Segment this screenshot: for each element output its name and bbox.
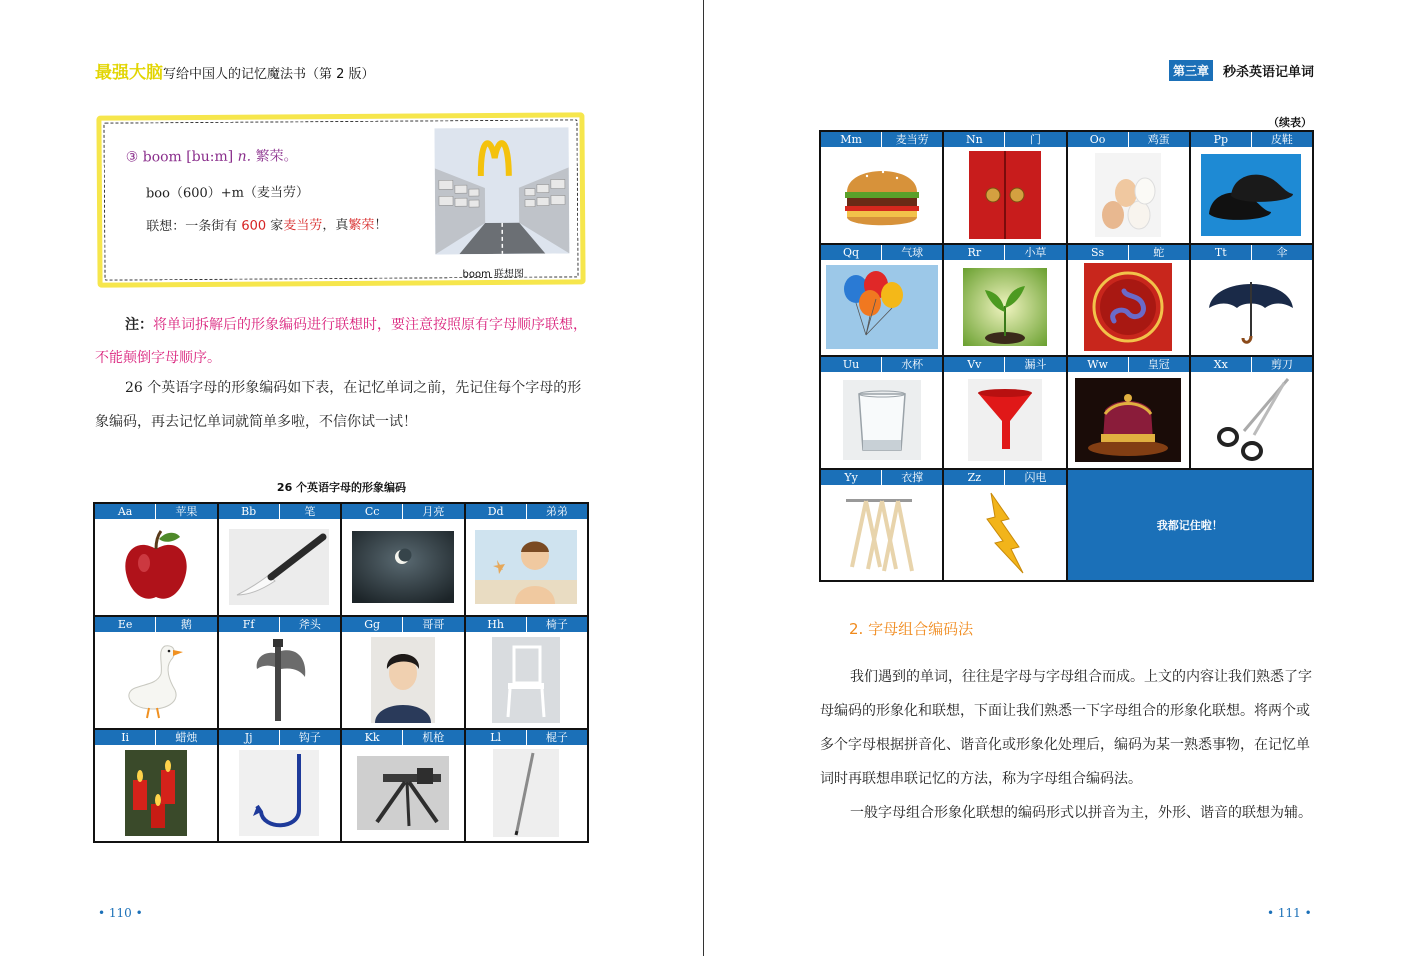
letter-label: Zz bbox=[967, 470, 982, 484]
letter-cell bbox=[342, 730, 464, 841]
letter-label: Uu bbox=[842, 358, 860, 371]
machine-gun-icon bbox=[342, 745, 464, 841]
letter-cell bbox=[95, 617, 217, 728]
letter-word: 斧头 bbox=[279, 617, 340, 632]
letter-cell bbox=[1191, 132, 1312, 243]
letter-label: Rr bbox=[967, 245, 982, 259]
axe-icon bbox=[219, 632, 341, 728]
brand-title: 最强大脑 bbox=[95, 63, 163, 83]
umbrella-icon bbox=[1191, 260, 1312, 356]
letter-cell bbox=[1191, 245, 1312, 356]
letter-label: Ww bbox=[1087, 358, 1108, 371]
letter-word: 小草 bbox=[1004, 245, 1065, 260]
assoc-prefix: 联想：一条街有 bbox=[146, 218, 242, 235]
letter-cell bbox=[1191, 357, 1312, 468]
letter-cell bbox=[1068, 357, 1189, 468]
sprout-icon bbox=[944, 260, 1065, 356]
letter-cell bbox=[342, 617, 464, 728]
letter-label: Aa bbox=[117, 505, 133, 518]
letter-label: Ii bbox=[121, 731, 130, 744]
cell-header bbox=[1068, 245, 1189, 260]
goose-icon bbox=[95, 632, 217, 728]
letter-cell bbox=[1068, 132, 1189, 243]
letter-label: Tt bbox=[1214, 245, 1227, 259]
boy-icon bbox=[466, 519, 588, 615]
letter-word: 笔 bbox=[279, 504, 340, 519]
letter-word: 弟弟 bbox=[526, 504, 587, 519]
letter-label: Pp bbox=[1213, 133, 1229, 146]
letter-cell bbox=[821, 357, 942, 468]
example-phonetic: [bu:m] bbox=[186, 148, 234, 166]
shoes-icon bbox=[1191, 147, 1312, 243]
page-number-value: 110 bbox=[108, 906, 132, 920]
burger-icon bbox=[821, 147, 942, 243]
cell-header bbox=[1191, 245, 1312, 260]
letter-cell bbox=[219, 730, 341, 841]
example-marker: ③ bbox=[125, 149, 139, 166]
letter-cell bbox=[821, 132, 942, 243]
letter-word: 闪电 bbox=[1004, 470, 1065, 485]
letter-label: Oo bbox=[1089, 133, 1106, 146]
cell-header bbox=[466, 730, 588, 745]
body-paragraph-2: 一般字母组合形象化联想的编码形式以拼音为主，外形、谐音的联想为辅。 bbox=[850, 805, 1312, 821]
letter-cell bbox=[821, 245, 942, 356]
letter-cell bbox=[219, 617, 341, 728]
young-man-icon bbox=[342, 632, 464, 728]
letter-word: 麦当劳 bbox=[881, 132, 942, 147]
cell-header bbox=[944, 132, 1065, 147]
intro-paragraph: 26 个英语字母的形象编码如下表，在记忆单词之前，先记住每个字母的形象编码，再去记忆单词就简单多啦，不信你试一试！ bbox=[95, 380, 582, 430]
cell-header bbox=[95, 504, 217, 519]
letter-word: 苹果 bbox=[155, 504, 216, 519]
chair-icon bbox=[466, 632, 588, 728]
chapter-title: 秒杀英语记单词 bbox=[1222, 65, 1314, 80]
moon-icon bbox=[342, 519, 464, 615]
note-text: 将单词拆解后的形象编码进行联想时，要注意按照原有字母顺序联想，不能颠倒字母顺序。 bbox=[95, 317, 587, 366]
letter-label: Qq bbox=[843, 245, 860, 259]
letter-label: Nn bbox=[965, 133, 983, 146]
letter-label: Ee bbox=[117, 618, 133, 631]
door-icon bbox=[944, 147, 1065, 243]
cell-header bbox=[821, 357, 942, 372]
letter-cell bbox=[1068, 245, 1189, 356]
letter-word: 蜡烛 bbox=[155, 730, 216, 745]
cell-header bbox=[821, 470, 942, 485]
lightning-icon bbox=[944, 485, 1065, 581]
letter-cell bbox=[944, 357, 1065, 468]
left-page bbox=[0, 0, 703, 956]
letter-word: 机枪 bbox=[402, 730, 463, 745]
running-header-right bbox=[1169, 60, 1314, 81]
letter-word: 剪刀 bbox=[1251, 357, 1312, 372]
example-box bbox=[96, 112, 585, 287]
example-association bbox=[146, 214, 387, 235]
cell-header bbox=[1191, 357, 1312, 372]
cell-header bbox=[95, 730, 217, 745]
letter-cell bbox=[342, 504, 464, 615]
assoc-end: ！ bbox=[374, 217, 388, 233]
letter-label: Mm bbox=[840, 133, 862, 146]
letter-label: Vv bbox=[967, 358, 982, 371]
letter-word: 皮鞋 bbox=[1251, 132, 1312, 147]
letter-label: Dd bbox=[487, 505, 504, 518]
letter-word: 椅子 bbox=[526, 617, 587, 632]
example-meaning: 繁荣。 bbox=[255, 148, 298, 165]
cell-header bbox=[944, 245, 1065, 260]
letter-label: Hh bbox=[487, 618, 504, 631]
stick-icon bbox=[466, 745, 588, 841]
letter-label: Cc bbox=[364, 505, 380, 518]
done-message: 我都记住啦！ bbox=[1068, 470, 1313, 581]
cell-header bbox=[219, 730, 341, 745]
letter-word: 漏斗 bbox=[1004, 357, 1065, 372]
letter-table-right bbox=[819, 130, 1314, 582]
letter-label: Gg bbox=[364, 618, 381, 631]
page-number-value: 111 bbox=[1277, 906, 1301, 920]
example-word-line bbox=[126, 145, 298, 166]
cell-header bbox=[821, 132, 942, 147]
letter-cell bbox=[944, 132, 1065, 243]
candle-icon bbox=[95, 745, 217, 841]
letter-word: 月亮 bbox=[402, 504, 463, 519]
cell-header bbox=[219, 617, 341, 632]
note-label: 注： bbox=[125, 317, 153, 333]
letter-table-left bbox=[93, 502, 589, 843]
letter-word: 鹅 bbox=[155, 617, 216, 632]
cell-header bbox=[1068, 132, 1189, 147]
letter-word: 气球 bbox=[881, 245, 942, 260]
running-header-left bbox=[95, 58, 375, 83]
right-page bbox=[704, 0, 1408, 956]
cell-header bbox=[466, 617, 588, 632]
page-number-right: • 111 • bbox=[1267, 906, 1312, 920]
body-paragraph-1: 我们遇到的单词，往往是字母与字母组合而成。上文的内容让我们熟悉了字母编码的形象化和联想，下面让我们熟悉一下字母组合的形象化联想。将两个或多个字母根据拼音化、谐音化或形象化处理后，编码为某一熟悉事物，在记忆单词时再联想串联记忆的方法，称为字母组合编码法。 bbox=[820, 669, 1312, 787]
crown-icon bbox=[1068, 372, 1189, 468]
section-title: 2. 字母组合编码法 bbox=[849, 620, 974, 638]
letter-label: Ss bbox=[1090, 245, 1105, 259]
example-word: boom bbox=[142, 149, 182, 166]
letter-label: Yy bbox=[844, 470, 858, 484]
letter-label: Kk bbox=[364, 731, 380, 744]
assoc-number: 600 bbox=[241, 218, 267, 234]
cell-header bbox=[342, 730, 464, 745]
table-caption: 26 个英语字母的形象编码 bbox=[276, 481, 407, 494]
cell-header bbox=[944, 357, 1065, 372]
letter-cell bbox=[466, 617, 588, 728]
letter-cell bbox=[821, 470, 942, 581]
brush-pen-icon bbox=[219, 519, 341, 615]
hanger-icon bbox=[821, 485, 942, 581]
page-number-left: • 110 • bbox=[98, 906, 143, 920]
assoc-keyword-2: 繁荣 bbox=[348, 217, 375, 233]
letter-word: 鸡蛋 bbox=[1128, 132, 1189, 147]
balloons-icon bbox=[821, 260, 942, 356]
cell-header bbox=[821, 245, 942, 260]
letter-word: 衣撑 bbox=[881, 470, 942, 485]
letter-label: Jj bbox=[244, 731, 253, 744]
letter-word: 水杯 bbox=[881, 357, 942, 372]
example-pos: n. bbox=[237, 148, 252, 165]
note-paragraph bbox=[95, 309, 590, 375]
assoc-mid-2: ，真 bbox=[322, 217, 349, 234]
letter-word: 皇冠 bbox=[1128, 357, 1189, 372]
hook-icon bbox=[219, 745, 341, 841]
letter-word: 伞 bbox=[1251, 245, 1312, 260]
letter-word: 钩子 bbox=[279, 730, 340, 745]
cell-header bbox=[219, 504, 341, 519]
letter-cell bbox=[95, 730, 217, 841]
letter-word: 哥哥 bbox=[402, 617, 463, 632]
cell-header bbox=[95, 617, 217, 632]
letter-cell bbox=[219, 504, 341, 615]
eggs-icon bbox=[1068, 147, 1189, 243]
letter-cell bbox=[466, 504, 588, 615]
cell-header bbox=[1068, 357, 1189, 372]
chapter-badge: 第三章 bbox=[1169, 60, 1213, 81]
letter-cell bbox=[466, 730, 588, 841]
cell-header bbox=[342, 617, 464, 632]
mcdonalds-street-icon bbox=[435, 127, 570, 254]
letter-word: 蛇 bbox=[1128, 245, 1189, 260]
letter-label: Bb bbox=[241, 505, 257, 518]
glass-icon bbox=[821, 372, 942, 468]
cell-header bbox=[466, 504, 588, 519]
letter-cell bbox=[95, 504, 217, 615]
letter-word: 棍子 bbox=[526, 730, 587, 745]
cell-header bbox=[1191, 132, 1312, 147]
letter-label: Ff bbox=[242, 618, 255, 631]
example-split: boo（600）+m（麦当劳） bbox=[145, 185, 310, 202]
cell-header bbox=[944, 470, 1065, 485]
letter-label: Xx bbox=[1213, 358, 1228, 371]
snake-icon bbox=[1068, 260, 1189, 356]
example-image-caption: boom 联想图 bbox=[462, 268, 525, 281]
letter-cell bbox=[944, 245, 1065, 356]
letter-cell bbox=[944, 470, 1065, 581]
assoc-mid: 家 bbox=[266, 218, 284, 234]
letter-label: Ll bbox=[490, 731, 502, 744]
cell-header bbox=[342, 504, 464, 519]
letter-word: 门 bbox=[1004, 132, 1065, 147]
funnel-icon bbox=[944, 372, 1065, 468]
book-title: 写给中国人的记忆魔法书（第 2 版） bbox=[163, 67, 375, 82]
continued-label: （续表） bbox=[1268, 116, 1312, 129]
apple-icon bbox=[95, 519, 217, 615]
scissors-icon bbox=[1191, 372, 1312, 468]
assoc-keyword-1: 麦当劳 bbox=[283, 218, 323, 234]
